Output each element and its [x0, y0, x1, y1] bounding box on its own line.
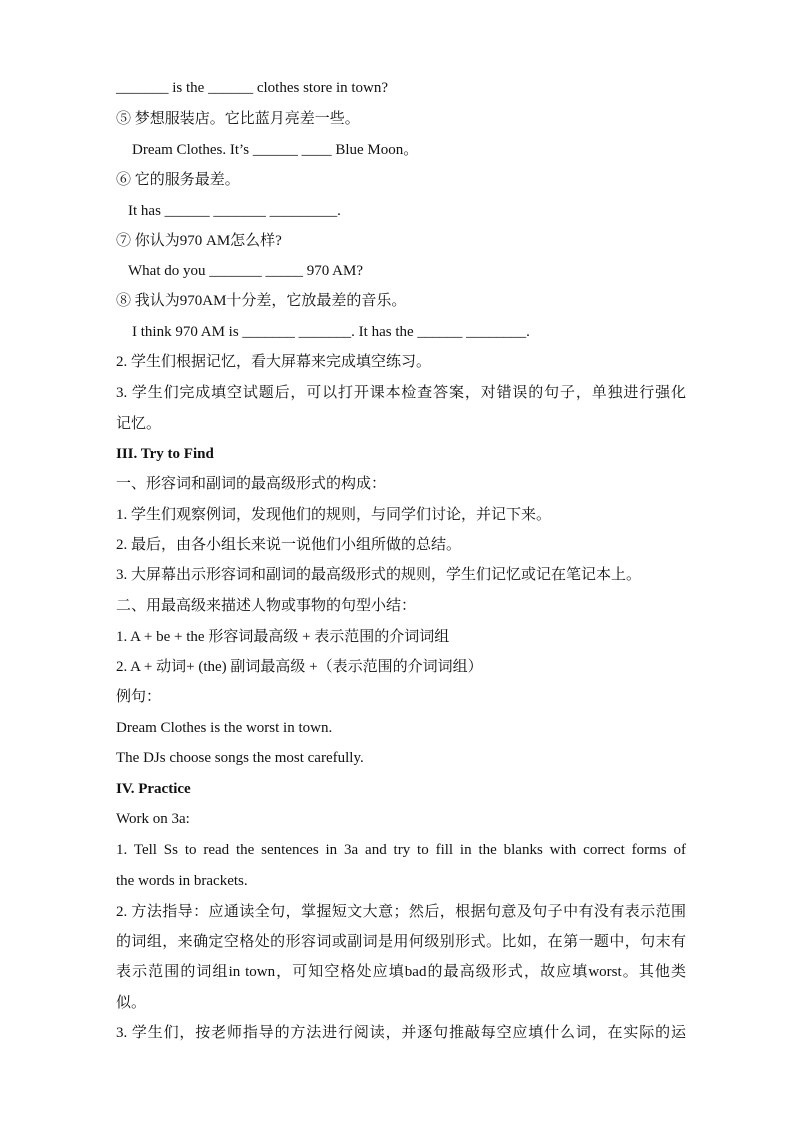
subsection-heading-2: 二、用最高级来描述人物或事物的句型小结：	[116, 598, 417, 614]
example-sentence-2: The DJs choose songs the most carefully.	[116, 750, 364, 766]
practice-step-2: 2. 方法指导：应通读全句，掌握短文大意；然后，根据句意及句子中有没有表示范围	[116, 904, 686, 920]
find-step-2: 2. 最后，由各小组长来说一说他们小组所做的总结。	[116, 537, 462, 553]
practice-step-2-cont-2: 表示范围的词组in town，可知空格处应填bad的最高级形式，故应填worst。其他类	[116, 964, 686, 980]
item-6-english: It has ______ _______ _________.	[128, 203, 341, 219]
item-7-chinese: ⑦ 你认为970 AM怎么样?	[116, 233, 282, 249]
section-heading-try-to-find: III. Try to Find	[116, 446, 214, 462]
item-8-chinese: ⑧ 我认为970AM十分差，它放最差的音乐。	[116, 293, 407, 309]
practice-step-1-cont: the words in brackets.	[116, 873, 248, 889]
step-2-text: 2. 学生们根据记忆，看大屏幕来完成填空练习。	[116, 354, 432, 370]
practice-step-2-cont-3: 似。	[116, 995, 147, 1011]
blank-question-4: _______ is the ______ clothes store in town?	[116, 80, 389, 96]
pattern-2: 2. A + 动词+ (the) 副词最高级 +（表示范围的介词词组）	[116, 659, 483, 675]
practice-step-2-cont-1: 的词组，来确定空格处的形容词或副词是用何级别形式。比如，在第一题中，句末有	[116, 934, 686, 950]
item-8-english: I think 970 AM is _______ _______. It has the ______ ________.	[132, 324, 530, 340]
item-7-english: What do you _______ _____ 970 AM?	[128, 263, 363, 279]
item-5-chinese: ⑤ 梦想服装店。它比蓝月亮差一些。	[116, 111, 360, 127]
step-3-text: 3. 学生们完成填空试题后，可以打开课本检查答案，对错误的句子，单独进行强化	[116, 385, 686, 401]
item-5-english: Dream Clothes. It’s ______ ____ Blue Moon。	[132, 142, 419, 158]
example-sentence-1: Dream Clothes is the worst in town.	[116, 720, 333, 736]
step-3-text-cont: 记忆。	[116, 416, 162, 432]
practice-step-3: 3. 学生们，按老师指导的方法进行阅读，并逐句推敲每空应填什么词，在实际的运	[116, 1025, 686, 1041]
find-step-3: 3. 大屏幕出示形容词和副词的最高级形式的规则，学生们记忆或记在笔记本上。	[116, 567, 642, 583]
find-step-1: 1. 学生们观察例词，发现他们的规则，与同学们讨论，并记下来。	[116, 507, 552, 523]
item-6-chinese: ⑥ 它的服务最差。	[116, 172, 240, 188]
pattern-1: 1. A + be + the 形容词最高级 + 表示范围的介词词组	[116, 629, 450, 645]
example-label: 例句：	[116, 689, 162, 705]
section-heading-practice: IV. Practice	[116, 781, 191, 797]
work-on-3a: Work on 3a:	[116, 811, 190, 827]
practice-step-1: 1. Tell Ss to read the sentences in 3a and try to fill in the blanks with correct forms of	[116, 842, 686, 858]
subsection-heading-1: 一、形容词和副词的最高级形式的构成：	[116, 476, 387, 492]
